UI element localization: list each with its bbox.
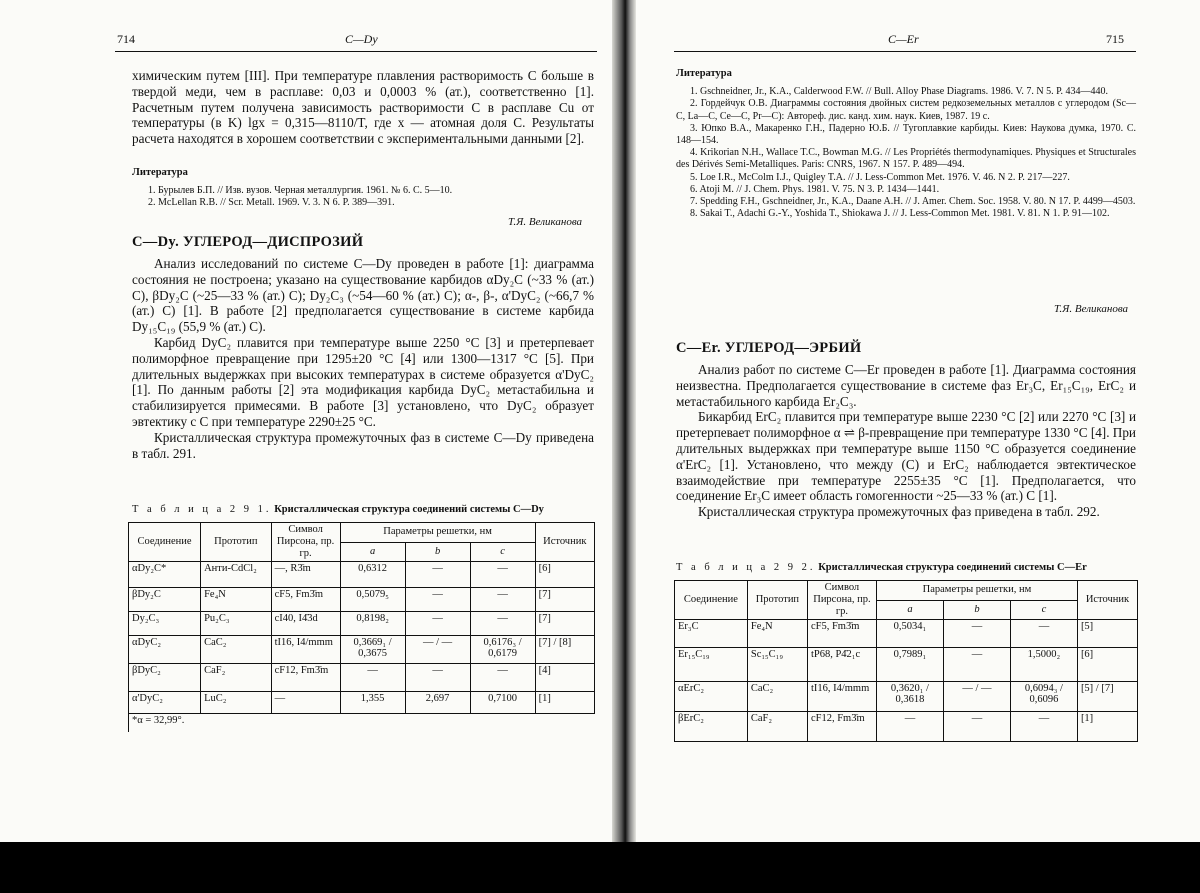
cell-compound: Er₃C	[675, 620, 748, 648]
cell-c: 0,6094₃ / 0,6096	[1010, 682, 1077, 712]
cell-c: —	[470, 588, 535, 612]
cell-prototype: Pu₂C₃	[201, 612, 272, 636]
right-table-caption	[676, 562, 1087, 573]
col-pearson: Символ Пирсона, пр. гр.	[271, 523, 340, 562]
col-b: b	[405, 542, 470, 562]
cell-b: —	[405, 588, 470, 612]
cell-compound: Er₁₅C₁₉	[675, 648, 748, 682]
cell-a: 0,7989₁	[876, 648, 943, 682]
cell-source: [7]	[535, 612, 594, 636]
left-section-title: C—Dy. УГЛЕРОД—ДИСПРОЗИЙ	[132, 234, 364, 250]
cell-pearson: tI16, I4/mmm	[807, 682, 876, 712]
cell-b: — / —	[405, 636, 470, 664]
col-c: c	[470, 542, 535, 562]
cell-b: —	[943, 620, 1010, 648]
right-reference: 5. Loe I.R., McColm I.J., Quigley T.A. // J. Less-Common Met. 1976. V. 46. N 2. P. 217—227.	[690, 171, 1070, 183]
right-reference: 7. Spedding F.H., Gschneidner, Jr., K.A., Daane A.H. // J. Amer. Chem. Soc. 1958. V. 80. N 17. P. 4499—4503.	[690, 196, 1136, 208]
book-gutter	[612, 0, 636, 842]
cell-compound: αDyC₂	[129, 636, 201, 664]
cell-b: — / —	[943, 682, 1010, 712]
right-reference: 4. Krikorian N.H., Wallace T.C., Bowman M.G. // Les Propriétés thermodynamiques. Physiques et Structurales des Dérivés Semi-Metalliques. Paris: CNRS, 1967. N 157. P. 489—494.	[676, 147, 1136, 171]
cell-c: —	[470, 612, 535, 636]
cell-pearson: tP68, P4̄2₁c	[807, 648, 876, 682]
cell-prototype: Sc₁₅C₁₉	[747, 648, 807, 682]
table-row	[675, 682, 1138, 712]
cell-c: —	[1010, 712, 1077, 742]
cell-prototype: LuC₂	[201, 692, 272, 714]
left-intro-paragraph: химическим путем [III]. При температуре плавления растворимость C больше в твердой меди, чем в расплаве: 0,03 и 0,0003 % (ат.), соответственно [1]. Расчетным путем получена зависимость растворимости C в расплаве Cu от температуры (в K) lgx = 0,315—8110/T, где x — атомная доля C. Результаты расчета находятся в хорошем соответствии с экспериментальными данными [2].	[132, 68, 594, 147]
left-table-caption-title: Кристаллическая структура соединений системы C—Dy	[274, 504, 544, 515]
cell-compound: αErC₂	[675, 682, 748, 712]
cell-source: [5] / [7]	[1077, 682, 1137, 712]
col-a: a	[876, 600, 943, 620]
right-running-head: C—Er	[888, 32, 919, 46]
cell-a: 0,8198₂	[340, 612, 405, 636]
right-signature: Т.Я. Великанова	[1054, 303, 1129, 315]
cell-source: [1]	[535, 692, 594, 714]
cell-a: 0,3669₁ / 0,3675	[340, 636, 405, 664]
left-signature: Т.Я. Великанова	[508, 216, 583, 228]
right-table	[674, 580, 1138, 742]
right-reference: 1. Gschneidner, Jr., K.A., Calderwood F.W. // Bull. Alloy Phase Diagrams. 1986. V. 7. N 5. P. 434—440.	[690, 86, 1109, 98]
cell-prototype: Fe₄N	[201, 588, 272, 612]
left-literature	[132, 167, 594, 210]
cell-pearson: cI40, I4̄3d	[271, 612, 340, 636]
col-a: a	[340, 542, 405, 562]
left-body	[132, 256, 594, 461]
left-table-caption-prefix: Т а б л и ц а 2 9 1.	[132, 504, 272, 515]
table-row	[129, 588, 595, 612]
table-row	[675, 620, 1138, 648]
left-running-head: C—Dy	[345, 32, 378, 46]
right-body	[676, 362, 1136, 520]
cell-prototype: Fe₄N	[747, 620, 807, 648]
cell-pearson: cF12, Fm3̄m	[807, 712, 876, 742]
cell-b: 2,697	[405, 692, 470, 714]
right-paragraph: Кристаллическая структура промежуточных фаз приведена в табл. 292.	[698, 504, 1100, 520]
right-page	[636, 0, 1200, 842]
col-params: Параметры решетки, нм	[876, 581, 1077, 601]
cell-source: [7]	[535, 588, 594, 612]
cell-compound: βErC₂	[675, 712, 748, 742]
left-reference: 2. McLellan R.B. // Scr. Metall. 1969. V. 3. N 6. P. 389—391.	[148, 197, 395, 209]
left-paragraph: Анализ исследований по системе C—Dy проведен в работе [1]: диаграмма состояния не построена; указано на существование карбидов αDy₂C (~33 % (ат.) C), βDy₂C (~25—33 % (ат.) C); Dy₂C₃ (~54—60 % (ат.) C); α-, β-, α'DyC₂ (~66,7 % (ат.) C) [1]. В работе [2] предполагается существование в системе карбида Dy₁₅C₁₉ (55,9 % (ат.) C).	[132, 256, 594, 335]
col-source: Источник	[535, 523, 594, 562]
left-reference: 1. Бурылев Б.П. // Изв. вузов. Черная металлургия. 1961. № 6. С. 5—10.	[148, 185, 453, 197]
table-row	[129, 664, 595, 692]
cell-prototype: CaF₂	[747, 712, 807, 742]
col-pearson: Символ Пирсона, пр. гр.	[807, 581, 876, 620]
table-row	[675, 712, 1138, 742]
cell-prototype: CaF₂	[201, 664, 272, 692]
left-paragraph: Кристаллическая структура промежуточных фаз в системе C—Dy приведена в табл. 291.	[132, 429, 594, 461]
left-header-rule	[115, 51, 597, 52]
cell-compound: Dy₂C₃	[129, 612, 201, 636]
table-note-row	[129, 714, 595, 733]
right-reference: 3. Юпко В.А., Макаренко Г.Н., Падерно Ю.Б. // Тугоплавкие карбиды. Киев: Наукова думка, 1970. С. 148—154.	[676, 122, 1136, 147]
col-prototype: Прототип	[201, 523, 272, 562]
cell-compound: αDy₂C*	[129, 562, 201, 588]
cell-compound: βDyC₂	[129, 664, 201, 692]
table-row	[129, 636, 595, 664]
cell-c: 0,7100	[470, 692, 535, 714]
cell-b: —	[405, 612, 470, 636]
cell-a: —	[340, 664, 405, 692]
left-table	[128, 522, 595, 732]
col-c: c	[1010, 600, 1077, 620]
col-compound: Соединение	[129, 523, 201, 562]
left-table-caption	[132, 504, 544, 515]
col-prototype: Прототип	[747, 581, 807, 620]
scan-bottom-edge	[0, 842, 1200, 893]
cell-b: —	[943, 648, 1010, 682]
cell-prototype: CaC₂	[201, 636, 272, 664]
left-table-note: *α = 32,99°.	[129, 714, 595, 733]
table-row	[129, 562, 595, 588]
right-paragraph: Анализ работ по системе C—Er проведен в работе [1]. Диаграмма состояния неизвестна. Предполагается существование в системе фаз Er₃C, Er₁₅C₁₉, ErC₂ и метастабильного карбида Er₂C₃.	[676, 362, 1136, 409]
cell-b: —	[405, 562, 470, 588]
table-row	[129, 692, 595, 714]
left-literature-heading: Литература	[132, 167, 188, 178]
cell-a: 1,355	[340, 692, 405, 714]
col-params: Параметры решетки, нм	[340, 523, 535, 543]
col-b: b	[943, 600, 1010, 620]
right-reference: 8. Sakai T., Adachi G.-Y., Yoshida T., Shiokawa J. // J. Less-Common Met. 1981. V. 81. N 1. P. 91—102.	[690, 208, 1110, 220]
cell-pearson: cF12, Fm3̄m	[271, 664, 340, 692]
right-header-rule	[674, 51, 1136, 52]
right-literature	[676, 68, 1136, 220]
cell-a: 0,6312	[340, 562, 405, 588]
cell-source: [7] / [8]	[535, 636, 594, 664]
cell-pearson: cF5, Fm3̄m	[271, 588, 340, 612]
cell-c: —	[470, 562, 535, 588]
col-source: Источник	[1077, 581, 1137, 620]
cell-pearson: —, R3̄m	[271, 562, 340, 588]
right-table-caption-prefix: Т а б л и ц а 2 9 2.	[676, 562, 816, 573]
table-row	[129, 612, 595, 636]
cell-pearson: —	[271, 692, 340, 714]
right-reference: 6. Atoji M. // J. Chem. Phys. 1981. V. 75. N 3. P. 1434—1441.	[690, 183, 940, 195]
right-literature-heading: Литература	[676, 68, 732, 79]
cell-pearson: cF5, Fm3̄m	[807, 620, 876, 648]
right-paragraph: Бикарбид ErC₂ плавится при температуре выше 2230 °C [2] или 2270 °C [3] и претерпевает полиморфное α ⇌ β-превращение при температуре 1330 °C [4]. При длительных выдержках при температуре выше 1150 °C образуется соединение α'ErC₂ [1]. Установлено, что между (C) и ErC₂ наблюдается эвтектическое взаимодействие при температуре 2255±35 °C [1]. Предполагается, что соединение Er₃C имеет область гомогенности ~25—33 % (ат.) C [1].	[676, 409, 1136, 504]
cell-compound: βDy₂C	[129, 588, 201, 612]
cell-b: —	[943, 712, 1010, 742]
cell-c: 0,6176₃ / 0,6179	[470, 636, 535, 664]
cell-a: 0,3620₁ / 0,3618	[876, 682, 943, 712]
cell-compound: α'DyC₂	[129, 692, 201, 714]
left-page	[0, 0, 612, 842]
cell-c: —	[1010, 620, 1077, 648]
cell-prototype: CaC₂	[747, 682, 807, 712]
cell-source: [6]	[1077, 648, 1137, 682]
right-page-number: 715	[1106, 32, 1124, 46]
right-reference: 2. Гордейчук О.В. Диаграммы состояния двойных систем редкоземельных металлов с углеродом (Sc—C, La—C, Ce—C, Pr—C): Автореф. дис. канд. хим. наук. Киев, 1987. 19 с.	[676, 98, 1136, 122]
left-paragraph: Карбид DyC₂ плавится при температуре выше 2250 °C [3] и претерпевает полиморфное превращение при 1295±20 °C [4] или 1300—1317 °C [5]. При длительных выдержках при высоких температурах в системе образуется α'DyC₂ [1]. По данным работы [2] эта модификация карбида DyC₂ метастабильна и стабилизируется примесями. В работе [3] установлено, что DyC₂ образует эвтектику с C при температуре 2290±25 °C.	[132, 334, 594, 429]
cell-c: —	[470, 664, 535, 692]
cell-source: [4]	[535, 664, 594, 692]
right-table-caption-title: Кристаллическая структура соединений системы C—Er	[818, 562, 1087, 573]
cell-a: 0,5034₁	[876, 620, 943, 648]
cell-source: [1]	[1077, 712, 1137, 742]
cell-source: [5]	[1077, 620, 1137, 648]
left-page-number: 714	[117, 32, 135, 46]
cell-a: 0,5079₅	[340, 588, 405, 612]
cell-pearson: tI16, I4/mmm	[271, 636, 340, 664]
cell-b: —	[405, 664, 470, 692]
cell-source: [6]	[535, 562, 594, 588]
right-section-title: C—Er. УГЛЕРОД—ЭРБИЙ	[676, 340, 862, 356]
col-compound: Соединение	[675, 581, 748, 620]
cell-c: 1,5000₂	[1010, 648, 1077, 682]
table-row	[675, 648, 1138, 682]
cell-a: —	[876, 712, 943, 742]
cell-prototype: Анти-CdCl₂	[201, 562, 272, 588]
